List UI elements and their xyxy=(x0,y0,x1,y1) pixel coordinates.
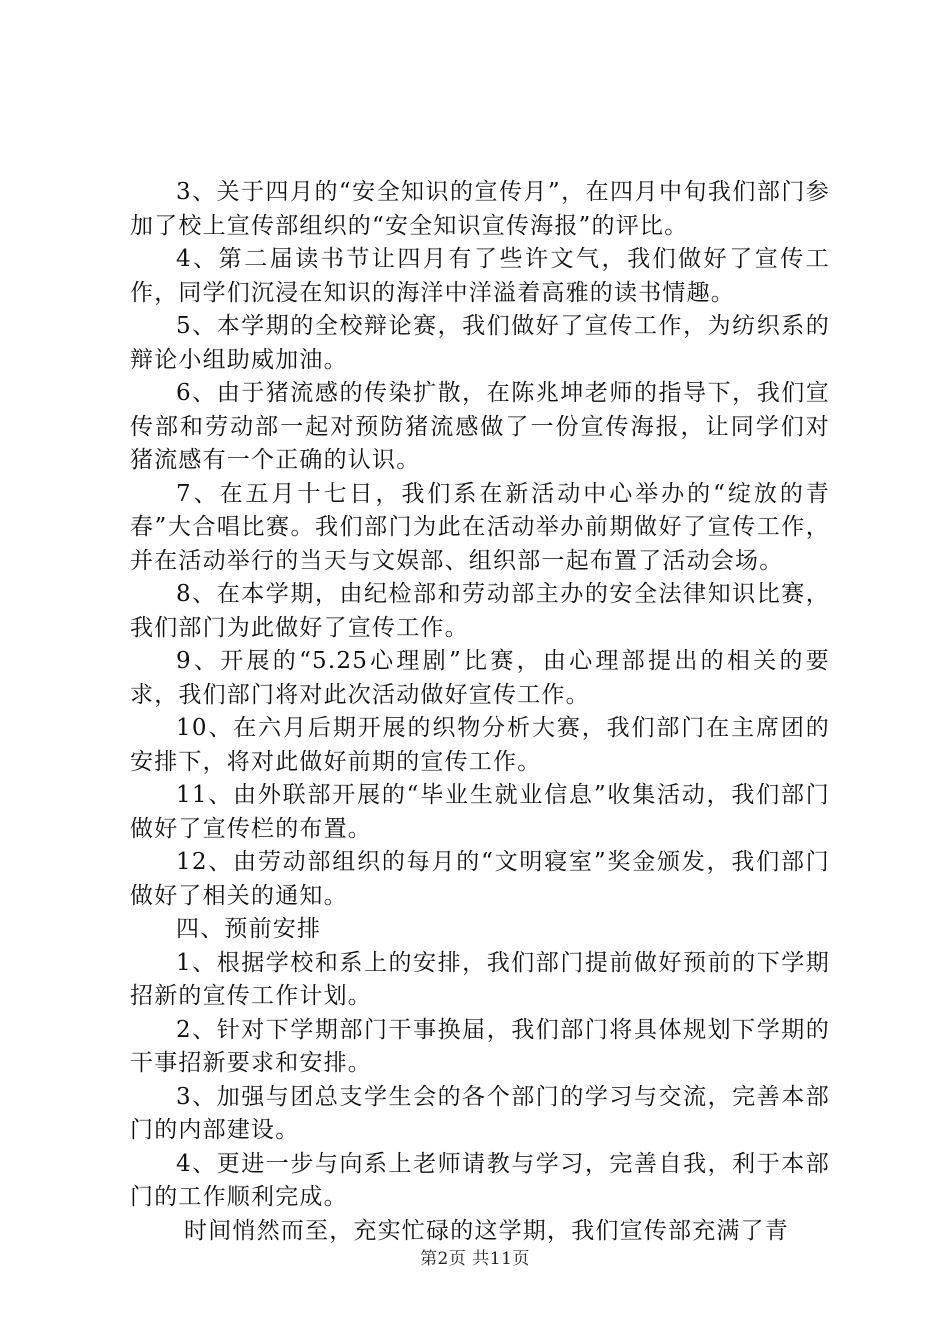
paragraph-item-7: 7、在五月十七日，我们系在新活动中心举办的“绽放的青春”大合唱比赛。我们部门为此在活动举办前期做好了宣传工作，并在活动举行的当天与文娱部、组织部一起布置了活动会场。 xyxy=(130,480,830,574)
plan-item-2: 2、针对下学期部门干事换届，我们部门将具体规划下学期的干事招新要求和安排。 xyxy=(130,1016,830,1076)
paragraph-item-4: 4、第二届读书节让四月有了些许文气，我们做好了宣传工作，同学们沉浸在知识的海洋中洋溢着高雅的读书情趣。 xyxy=(130,246,830,306)
paragraph-item-5: 5、本学期的全校辩论赛，我们做好了宣传工作，为纺织系的辩论小组助威加油。 xyxy=(130,313,830,373)
paragraph-item-12: 12、由劳动部组织的每月的“文明寝室”奖金颁发，我们部门做好了相关的通知。 xyxy=(130,849,830,909)
document-body xyxy=(130,176,830,1248)
plan-item-4: 4、更进一步与向系上老师请教与学习，完善自我，利于本部门的工作顺利完成。 xyxy=(130,1150,830,1210)
paragraph-item-8: 8、在本学期，由纪检部和劳动部主办的安全法律知识比赛，我们部门为此做好了宣传工作。 xyxy=(130,581,830,641)
paragraph-item-11: 11、由外联部开展的“毕业生就业信息”收集活动，我们部门做好了宣传栏的布置。 xyxy=(130,782,830,842)
paragraph-item-6: 6、由于猪流感的传染扩散，在陈兆坤老师的指导下，我们宣传部和劳动部一起对预防猪流感做了一份宣传海报，让同学们对猪流感有一个正确的认识。 xyxy=(130,380,830,473)
section-heading-arrangement: 四、预前安排 xyxy=(176,916,322,942)
closing-paragraph: 时间悄然而至，充实忙碌的这学期，我们宣传部充满了青 xyxy=(184,1217,789,1244)
page-footer: 第2页 共11页 xyxy=(420,1249,530,1269)
paragraph-item-9: 9、开展的“5.25心理剧”比赛，由心理部提出的相关的要求，我们部门将对此次活动做好宣传工作。 xyxy=(130,648,830,708)
paragraph-item-10: 10、在六月后期开展的织物分析大赛，我们部门在主席团的安排下，将对此做好前期的宣传工作。 xyxy=(130,715,830,775)
plan-item-3: 3、加强与团总支学生会的各个部门的学习与交流，完善本部门的内部建设。 xyxy=(130,1083,830,1143)
paragraph-item-3: 3、关于四月的“安全知识的宣传月”，在四月中旬我们部门参加了校上宣传部组织的“安全知识宣传海报”的评比。 xyxy=(130,179,830,239)
plan-item-1: 1、根据学校和系上的安排，我们部门提前做好预前的下学期招新的宣传工作计划。 xyxy=(130,949,830,1009)
